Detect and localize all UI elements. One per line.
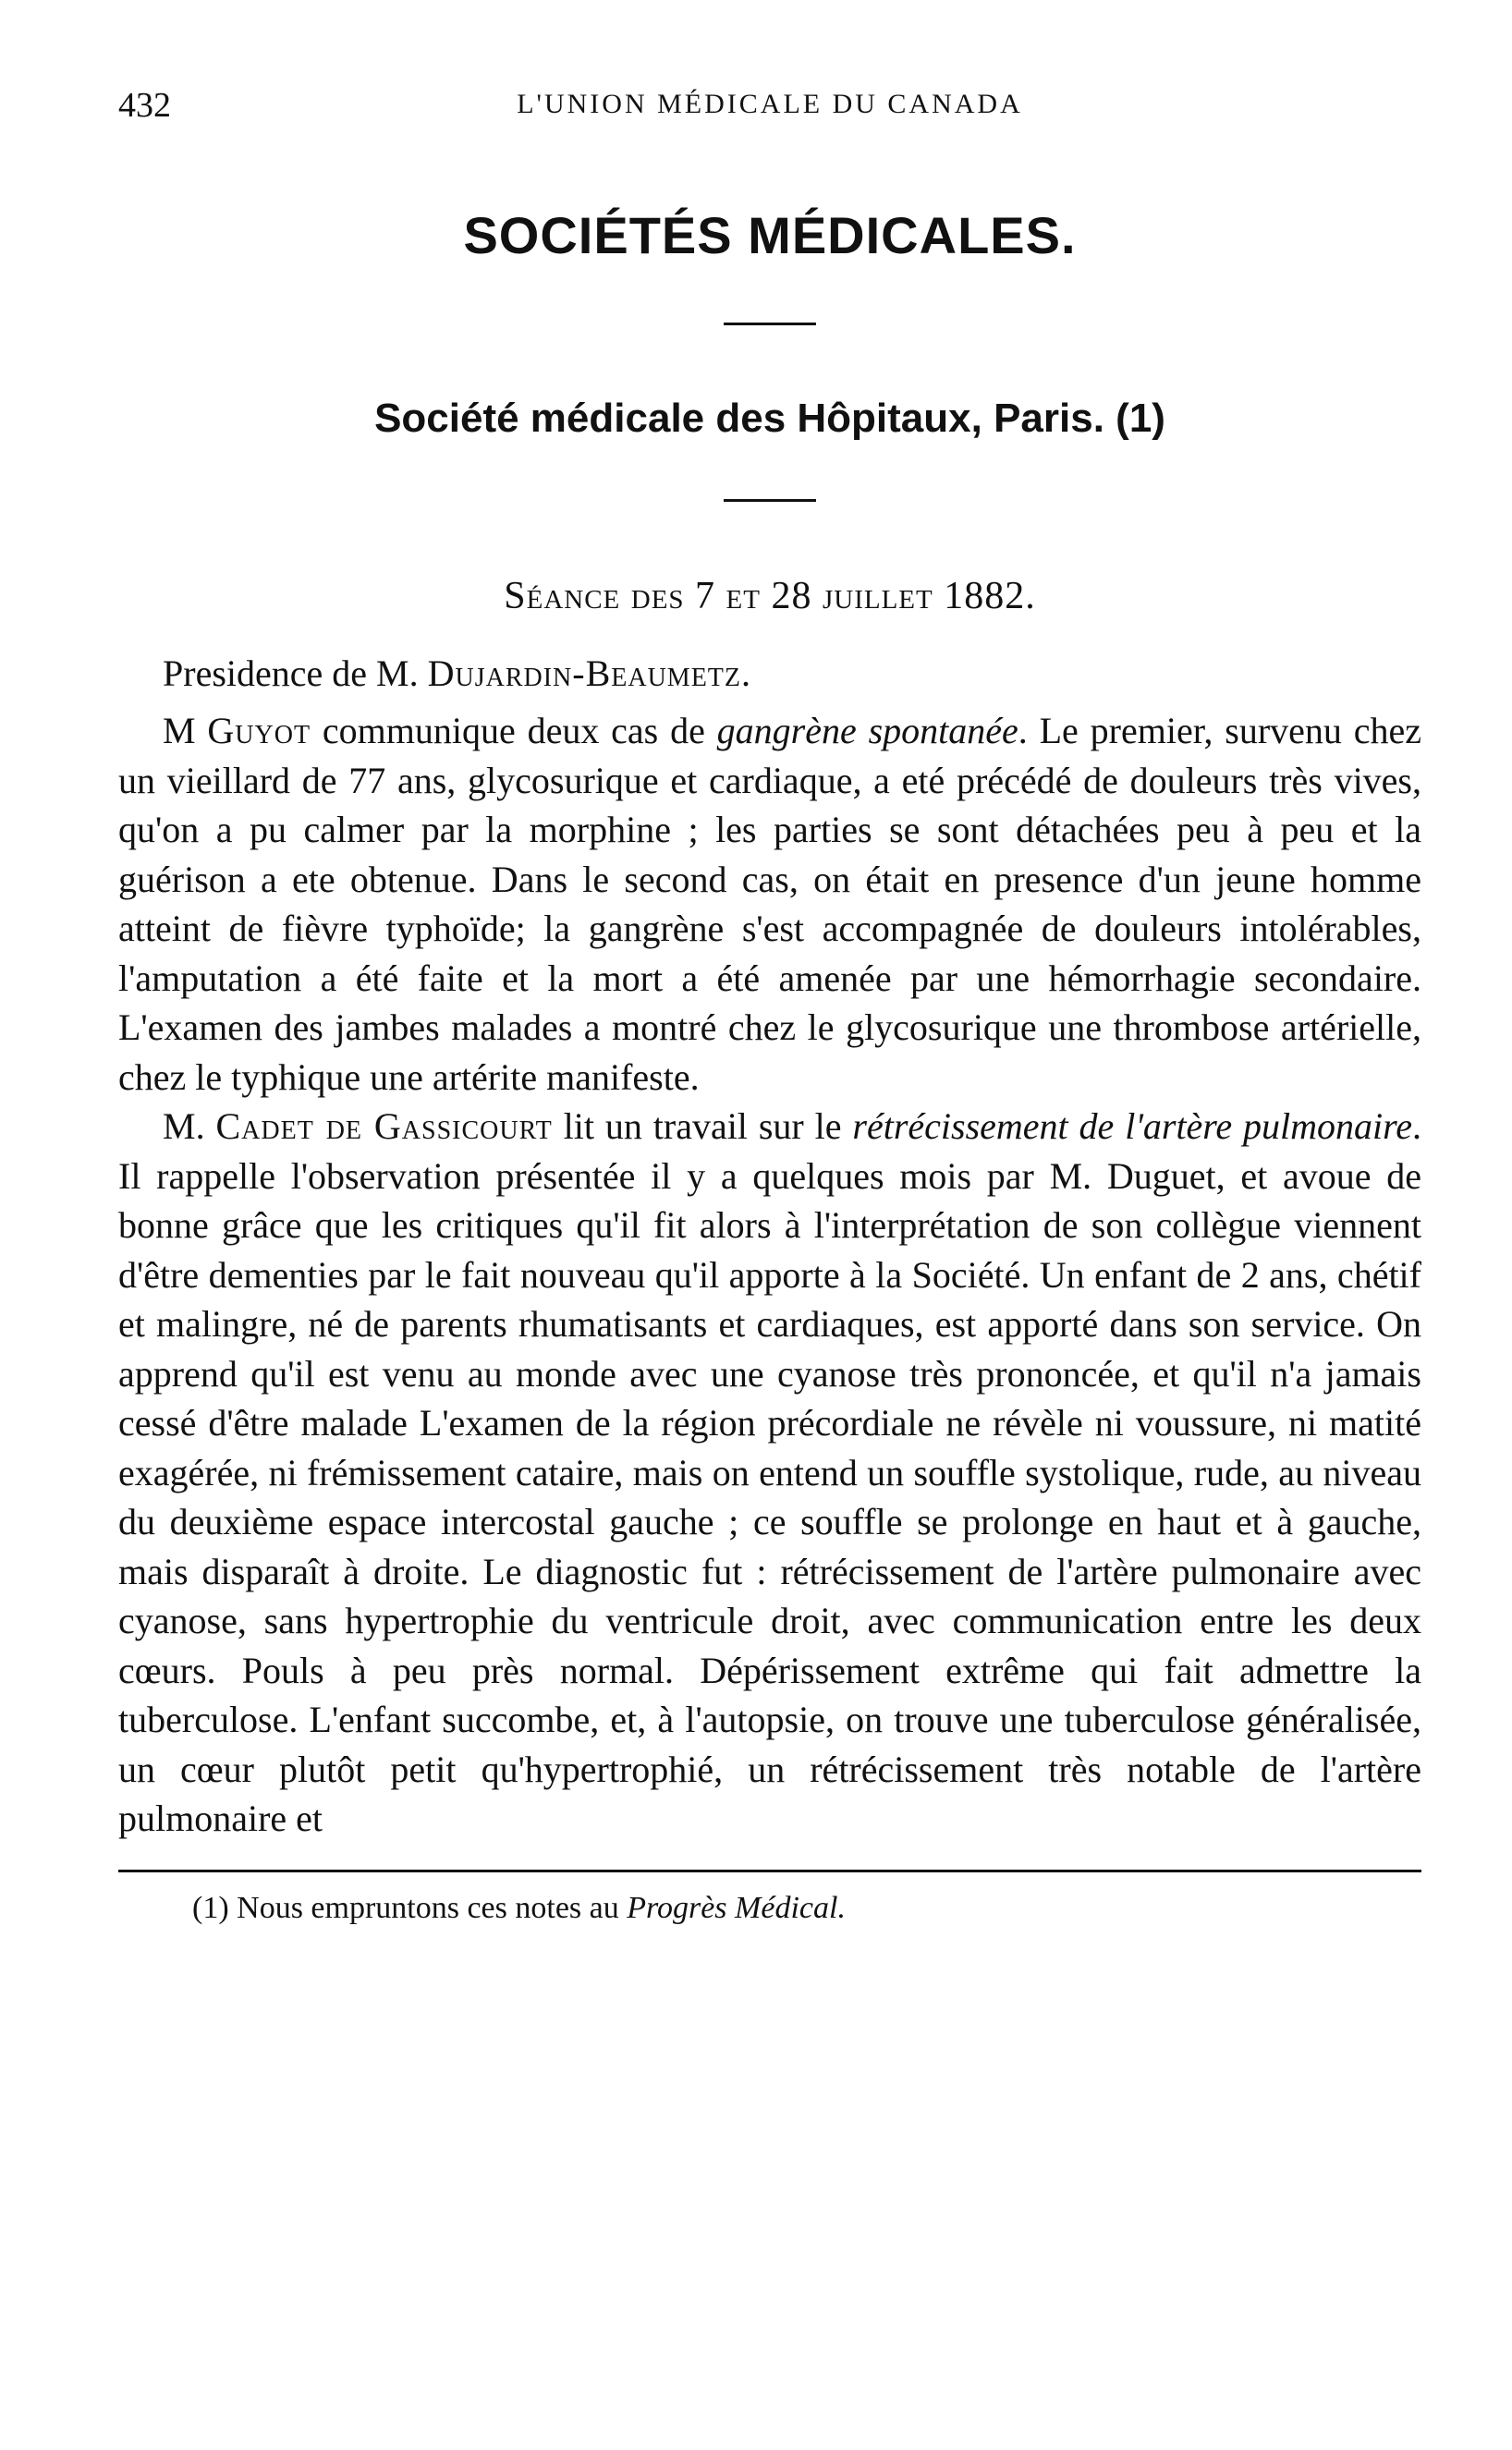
president-name: Dujardin-Beaumetz. <box>427 652 752 694</box>
presidence-line <box>118 652 1421 695</box>
title-divider <box>724 323 816 325</box>
subtitle-divider <box>724 499 816 502</box>
presidence-prefix: Presidence de M. <box>163 652 428 694</box>
footnote <box>118 1891 1421 1926</box>
footnote-divider <box>118 1870 1421 1872</box>
footnote-text: (1) Nous empruntons ces notes au <box>192 1890 628 1925</box>
document-page <box>118 85 1421 1926</box>
section-title: SOCIÉTÉS MÉDICALES. <box>463 206 1077 264</box>
paragraph-guyot <box>118 706 1421 1102</box>
paragraph1-speaker: Guyot <box>207 710 311 751</box>
paragraph2-intro: M. <box>163 1105 216 1147</box>
paragraph2-body: . Il rappelle l'observation présentée il y a quelques mois par M. Duguet, et avoue de bonne grâce que les critiques qu'il fit alors à l'interprétation de son collègue viennent d'être dementies par le fait nouveau qu'il apporte à la Société. Un enfant de 2 ans, chétif et malingre, né de parents rhumatisants et cardiaques, est apporté dans son service. On apprend qu'il est venu au monde avec une cyanose très prononcée, et qu'il n'a jamais cessé d'être malade L'examen de la région précordiale ne révèle ni voussure, ni matité exagérée, ni frémissement cataire, mais on entend un souffle systolique, rude, au niveau du deuxième espace intercostal gauche ; ce souffle se prolonge en haut et à gauche, mais disparaît à droite. Le diagnostic fut : rétrécissement de l'artère pulmonaire avec cyanose, sans hypertrophie du ventricule droit, avec communication entre les deux cœurs. Pouls à peu près normal. Dépérissement extrême qui fait admettre la tuberculose. L'enfant succombe, et, à l'autopsie, on trouve une tuberculose généralisée, un cœur plutôt petit qu'hypertrophié, un rétrécissement très notable de l'artère pulmonaire et <box>118 1105 1421 1839</box>
session-title: Séance des 7 et 28 juillet 1882. <box>504 575 1036 617</box>
paragraph1-verb: communique deux cas de <box>311 710 717 751</box>
society-title: Société médicale des Hôpitaux, Paris. (1) <box>374 396 1165 441</box>
paragraph2-topic: rétrécissement de l'artère pulmonaire <box>852 1105 1412 1147</box>
paragraph1-intro: M <box>163 710 208 751</box>
journal-title: L'UNION MÉDICALE DU CANADA <box>517 89 1023 119</box>
page-number: 432 <box>118 86 171 125</box>
paragraph2-verb: lit un travail sur le <box>552 1105 853 1147</box>
paragraph2-speaker: Cadet de Gassicourt <box>215 1105 553 1147</box>
footnote-source: Progrès Médical. <box>627 1890 846 1925</box>
paragraph1-topic: gangrène spontanée <box>716 710 1018 751</box>
running-header <box>118 85 1421 140</box>
paragraph-cadet <box>118 1102 1421 1844</box>
paragraph1-body: . Le premier, survenu chez un vieillard de 77 ans, glycosurique et cardiaque, a eté précédé de douleurs très vives, qu'on a pu calmer par la morphine ; les parties se sont détachées peu à peu et la guérison a ete obtenue. Dans le second cas, on était en presence d'un jeune homme atteint de fièvre typhoïde; la gangrène s'est accompagnée de douleurs intolérables, l'amputation a été faite et la mort a été amenée par une hémorrhagie secondaire. L'examen des jambes malades a montré chez le glycosurique une thrombose artérielle, chez le typhique une artérite manifeste. <box>118 710 1421 1098</box>
